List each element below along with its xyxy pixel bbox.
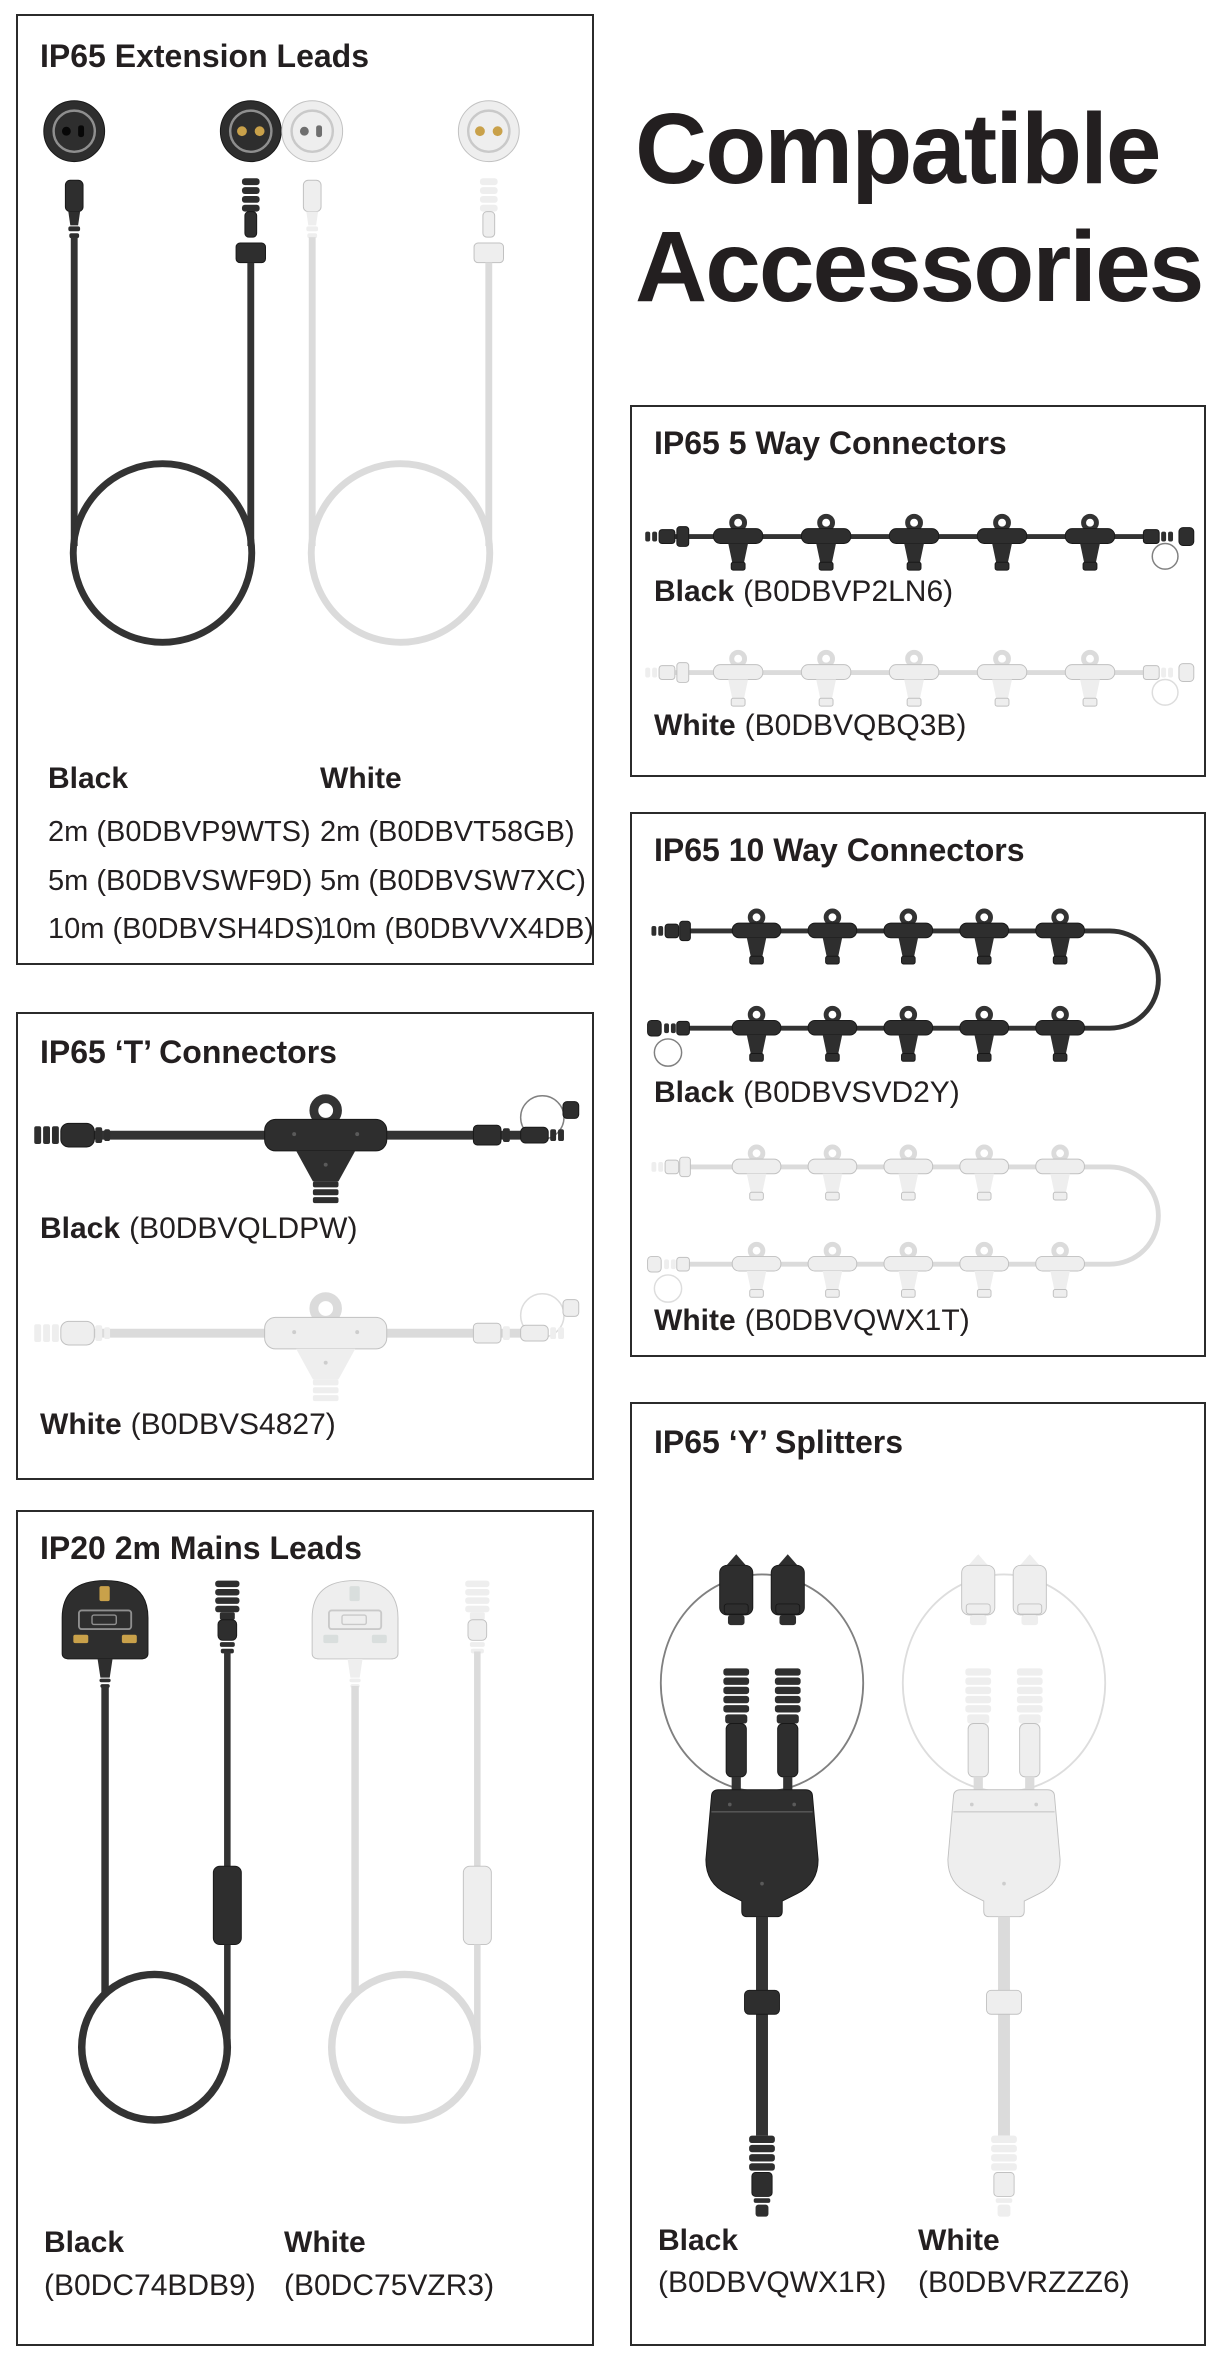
section-title: IP65 ‘Y’ Splitters: [654, 1424, 903, 1460]
five-way-black-image: [642, 499, 1198, 584]
variant-line-black: [40, 1212, 357, 1246]
asin-code: (B0DBVQLDPW): [129, 1212, 358, 1245]
five-way-white-image: [642, 635, 1198, 720]
variant-line-white: [654, 709, 966, 743]
variant-label: White: [654, 1304, 736, 1337]
variant-line-white: [40, 1408, 336, 1442]
asin-item: 2m (B0DBVT58GB): [320, 816, 575, 848]
page-title: [635, 90, 1202, 326]
variant-label-white: White: [284, 2226, 366, 2259]
variant-line-black: [654, 1076, 960, 1110]
asin-code: (B0DBVQBQ3B): [744, 709, 967, 742]
asin-item: 5m (B0DBVSW7XC): [320, 865, 586, 897]
asin-code: (B0DBVRZZZ6): [918, 2266, 1130, 2299]
asin-code: (B0DBVS4827): [130, 1408, 336, 1441]
section-y-splitters: [630, 1402, 1206, 2346]
asin-item: 10m (B0DBVSH4DS): [48, 913, 324, 945]
variant-line-black: [654, 575, 953, 609]
variant-label-black: Black: [48, 762, 129, 795]
variant-label: White: [654, 709, 736, 742]
t-connector-black-image: [30, 1080, 582, 1208]
section-title: IP65 Extension Leads: [40, 38, 370, 74]
asin-code: (B0DC74BDB9): [44, 2269, 256, 2302]
asin-code: (B0DBVSVD2Y): [743, 1076, 960, 1109]
asin-code: (B0DC75VZR3): [284, 2269, 495, 2302]
asin-code: (B0DBVQWX1T): [744, 1304, 970, 1337]
t-connector-white-image: [30, 1278, 582, 1406]
mains-lead-white-image: [286, 1558, 538, 2193]
y-splitter-white-image: [889, 1488, 1119, 2224]
ten-way-white-image: [642, 1128, 1198, 1308]
section-title: IP65 5 Way Connectors: [654, 425, 1007, 461]
variant-label: White: [40, 1408, 122, 1441]
ten-way-black-image: [642, 892, 1198, 1072]
variant-label-black: Black: [44, 2226, 125, 2259]
variant-label: Black: [654, 575, 735, 608]
variant-label-white: White: [320, 762, 402, 795]
y-splitter-black-image: [647, 1488, 877, 2224]
variant-label-white: White: [918, 2224, 1000, 2257]
variant-label: Black: [40, 1212, 121, 1245]
variant-label-black: Black: [658, 2224, 739, 2257]
section-ten-way-connectors: [630, 812, 1206, 1357]
section-title: IP20 2m Mains Leads: [40, 1530, 362, 1566]
asin-code: (B0DBVP2LN6): [743, 575, 954, 608]
section-extension-leads: [16, 14, 594, 965]
asin-item: 10m (B0DBVVX4DB): [320, 913, 594, 945]
section-title: IP65 ‘T’ Connectors: [40, 1034, 337, 1070]
section-mains-leads: [16, 1510, 594, 2346]
variant-label: Black: [654, 1076, 735, 1109]
asin-item: 5m (B0DBVSWF9D): [48, 865, 313, 897]
section-title: IP65 10 Way Connectors: [654, 832, 1025, 868]
asin-code: (B0DBVQWX1R): [658, 2266, 887, 2299]
mains-lead-black-image: [36, 1558, 288, 2193]
extension-lead-black-image: [30, 90, 295, 708]
variant-line-white: [654, 1304, 970, 1338]
section-five-way-connectors: [630, 405, 1206, 777]
page-title-line1: Compatible: [635, 93, 1160, 205]
extension-lead-white-image: [268, 90, 533, 708]
section-t-connectors: [16, 1012, 594, 1480]
page-title-line2: Accessories: [635, 211, 1203, 323]
asin-item: 2m (B0DBVP9WTS): [48, 816, 311, 848]
